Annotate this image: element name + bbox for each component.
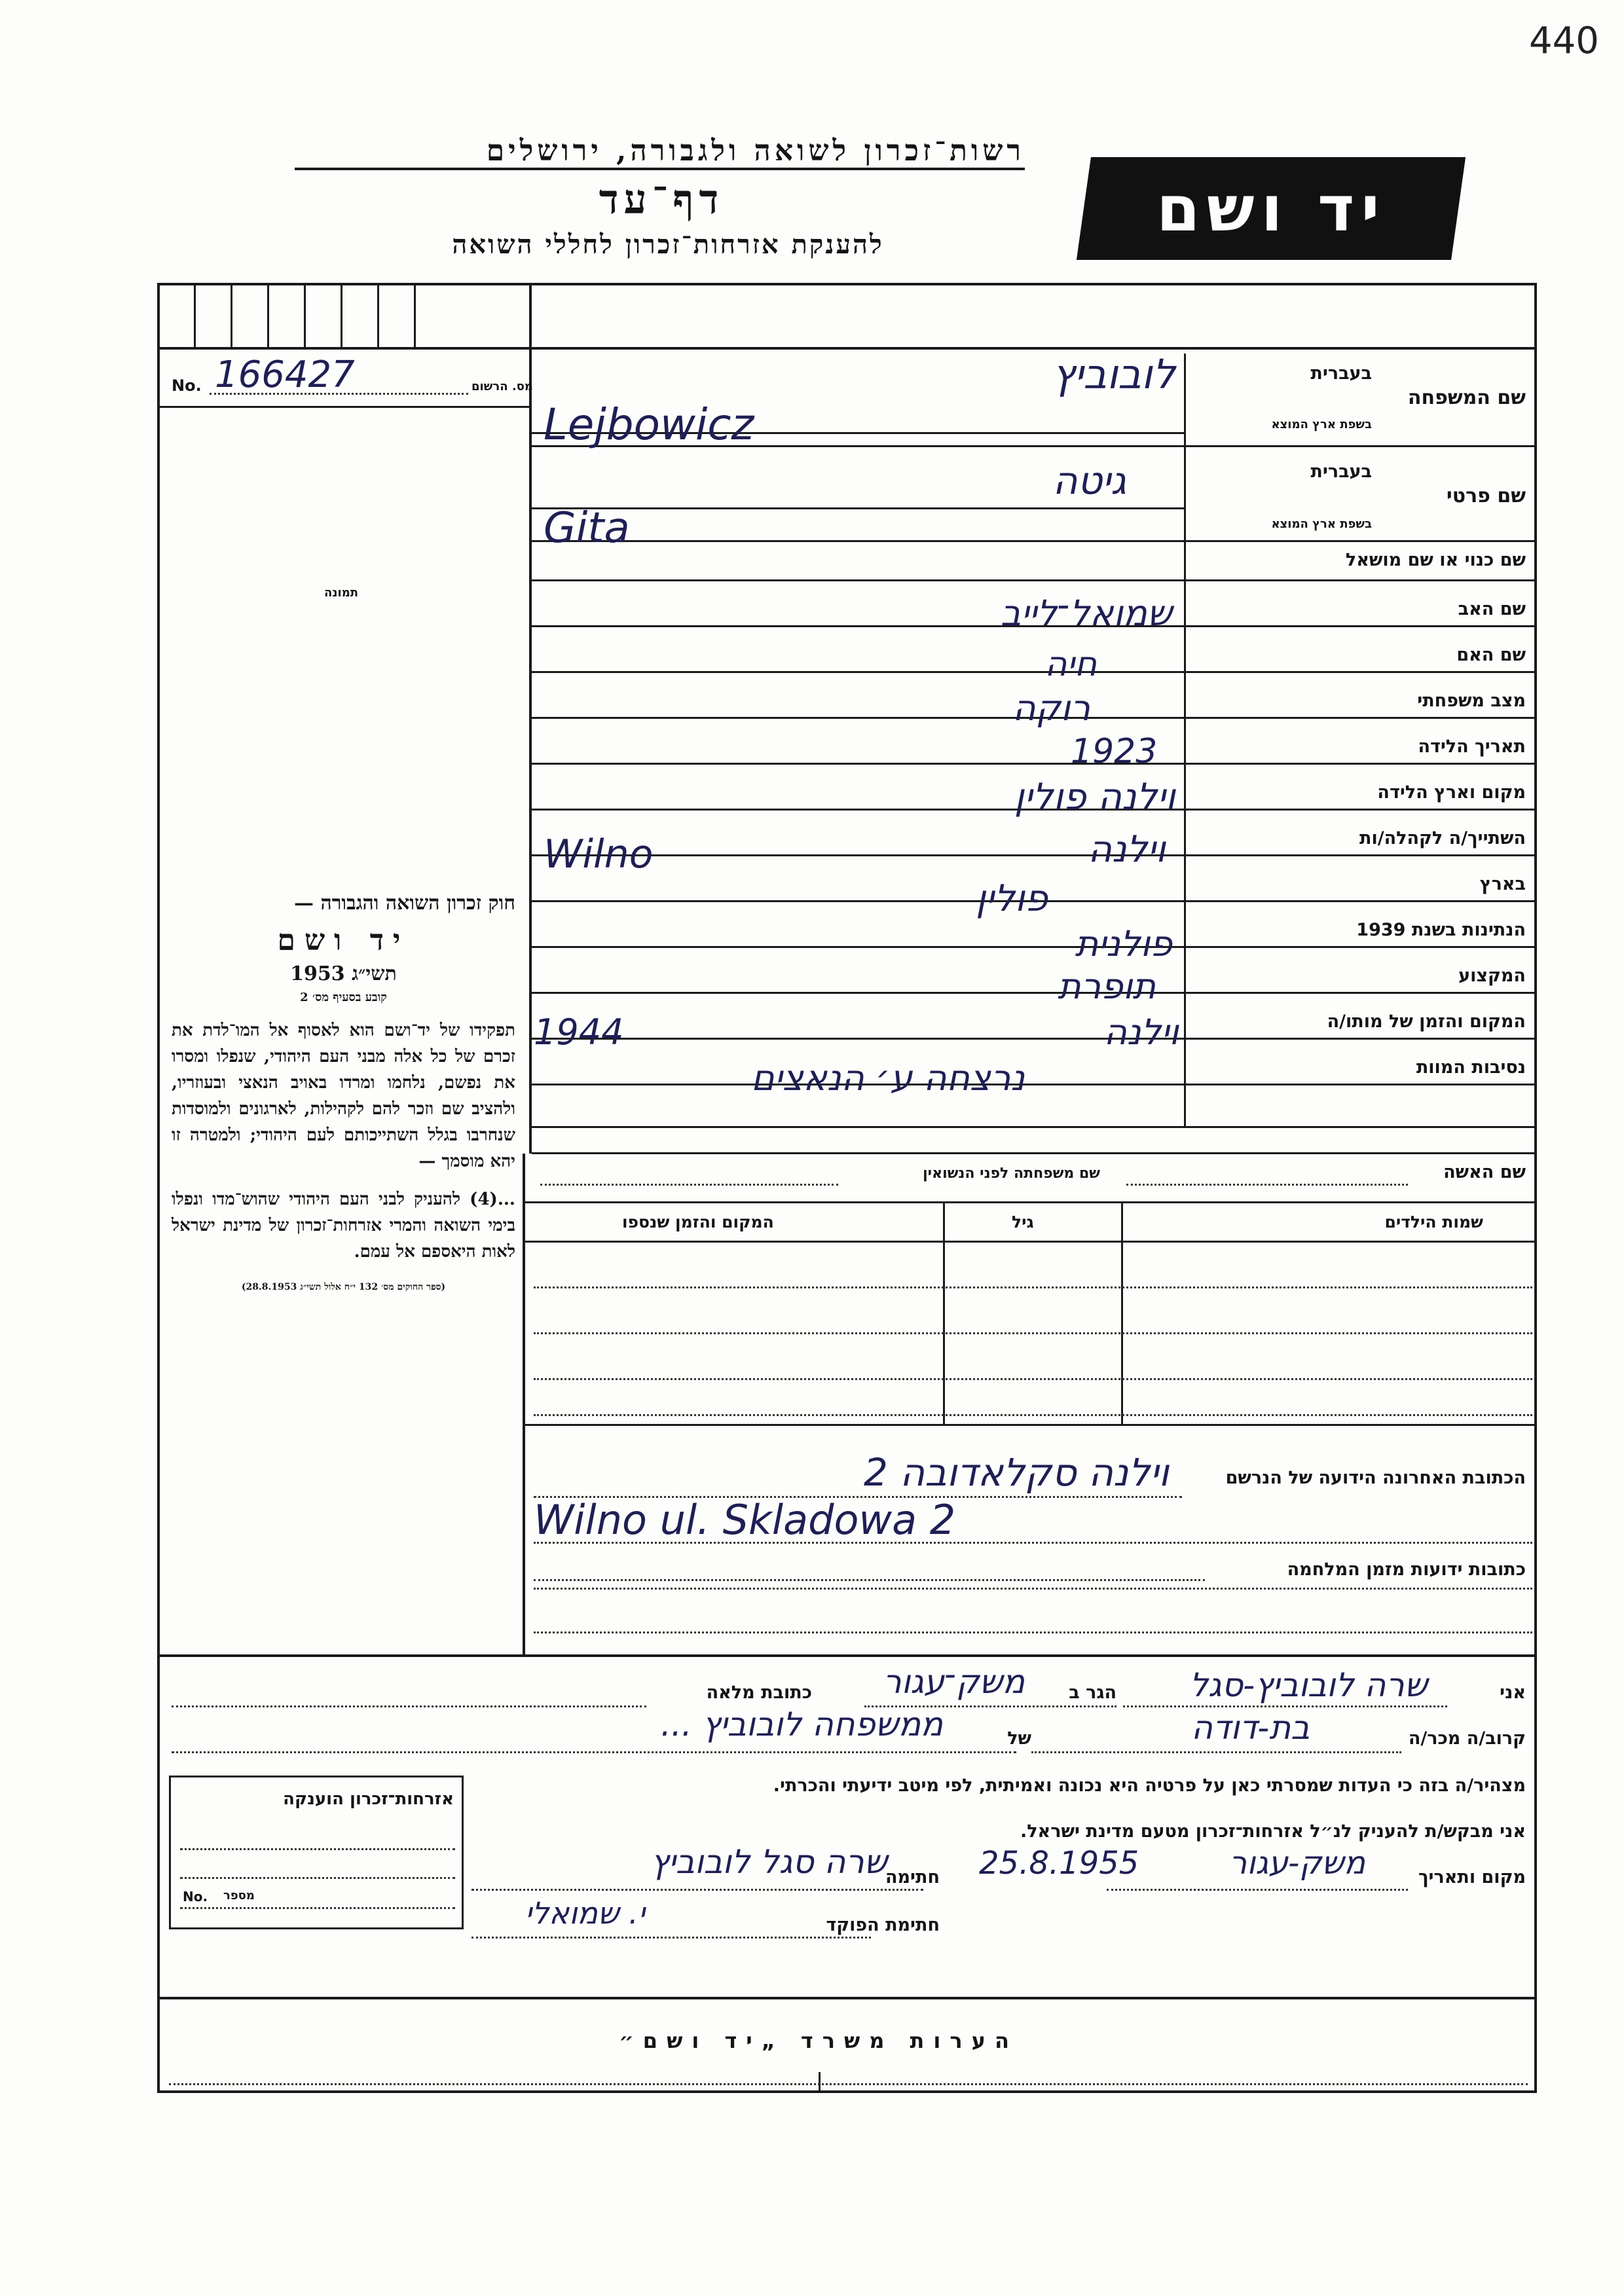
declaration-text: מצהיר/ה בזה כי העדות שמסרתי כאן על פרטיה היא נכונה ואמיתית, לפי מיטב ידיעתי והכרתי. [773,1776,1526,1796]
page-number: 440 [1529,20,1599,62]
certificate-box [169,1776,464,1929]
photo-label: תמונה [324,586,359,600]
last-address-latin[interactable]: Wilno ul. Skladowa 2 [534,1496,956,1544]
last-address-hebrew[interactable]: וילנה סקלאדובה 2 [863,1450,1169,1495]
birthplace-label: מקום וארץ הלידה [1377,782,1526,803]
wife-label: שם האשה [1443,1162,1526,1182]
law-clause: קובע בסעיף מס׳ 2 [300,991,387,1004]
death-circumstances-value[interactable]: נרצחה ע׳ הנאצים [750,1057,1025,1099]
country-value[interactable]: פולין [976,877,1048,920]
declarant-signature[interactable]: שרה סגל לובוביץ [650,1843,887,1881]
marital-value[interactable]: רוקה [1012,687,1090,729]
given-name-label: שם פרטי [1446,484,1526,507]
given-hebrew-value[interactable]: גיטה [1052,458,1126,503]
surname-hebrew-label: בעברית [1310,363,1372,384]
law-text-1: תפקידו של יד־ושם הוא לאסוף אל המו־לדת את זכרם של כל אלה מבני העם היהודי, שנפלו ומסרו את נפשם, נלחמו ומרדו באויב הנאצי ובעוזריו, ולהציב שם וזכר להם לקהילות, לארגונים ולמוסדות שנחרבו בגלל השתייכותם לעם היהודי; ולמטרה זו יהא מוסמך — [172,1021,515,1171]
surname-hebrew-value[interactable]: לובוביץ [1052,350,1175,398]
father-label: שם האב [1458,599,1526,619]
full-address-label: כתובת מלאה [706,1683,812,1703]
relation-of-value[interactable]: ממשפחה לובוביץ ... [660,1705,943,1743]
yad-vashem-logo [1077,157,1466,260]
logo-text: יד ושם [1156,172,1386,246]
place-date-label: מקום ותאריך [1418,1867,1526,1887]
law-title: חוק זכרון השואה והגבורה — [294,892,515,915]
birthdate-value[interactable]: 1923 [1071,732,1158,771]
birthplace-value[interactable]: וילנה פולין [1014,776,1175,818]
profession-value[interactable]: תופרת [1058,966,1156,1007]
death-place-label: המקום והזמן של מותו/ה [1327,1011,1526,1032]
signature-label: חתימה [885,1867,940,1887]
date-value[interactable]: 25.8.1955 [979,1845,1139,1882]
last-address-label: הכתובת האחרונה הידועה של הנרשם [1225,1468,1526,1488]
death-circumstances-label: נסיבות המוות [1416,1057,1526,1078]
certificate-no-prefix: No. [183,1889,208,1904]
surname-origin-label: בשפת ארץ המוצא [1271,418,1372,431]
community-label: השתייך/ה לקהלה/ות [1359,828,1526,848]
marital-label: מצב משפחתי [1417,691,1526,711]
office-notes-title: הערות משרד „יד ושם״ [619,2028,1018,2053]
mother-label: שם האם [1456,645,1526,665]
death-place-value[interactable]: וילנה [1103,1011,1179,1053]
community-hebrew-value[interactable]: וילנה [1088,828,1166,871]
authority-name: רשות־זכרון לשואה ולגבורה, ירושלים [295,134,1025,170]
request-text: אני מבקש/ת להעניק לנ״ל אזרחות־זכרון מטעם מדינת ישראל. [1020,1821,1526,1842]
declarant-i-label: אני [1500,1683,1526,1703]
profession-label: המקצוע [1458,966,1526,986]
declarant-residence[interactable]: משק־עגור [883,1663,1025,1701]
mother-value[interactable]: חיה [1044,645,1097,684]
law-year: תשי״ג 1953 [290,962,397,985]
relation-value[interactable]: בת-דודה [1191,1709,1310,1747]
wartime-address-label: כתובות ידועות מזמן המלחמה [1287,1559,1526,1580]
given-origin-value[interactable]: Gita [544,504,630,553]
registration-number[interactable]: 166427 [215,354,355,396]
certificate-number-label: מספר [223,1889,255,1903]
children-death-header: המקום והזמן שנספו [622,1212,774,1231]
place-value[interactable]: משק-עגור [1229,1845,1365,1882]
surname-origin-value[interactable]: Lejbowicz [544,399,754,450]
certificate-title: אזרחות־זכרון הוענקה [283,1789,454,1809]
given-hebrew-label: בעברית [1310,462,1372,482]
country-label: בארץ [1479,874,1526,894]
declarant-name[interactable]: שרה לובוביץ-סגל [1189,1666,1428,1704]
nickname-label: שם כנוי או שם מושאל [1345,550,1526,570]
father-value[interactable]: שמואל־לייב [1001,592,1172,634]
law-name: יד ושם [277,924,410,957]
of-label: של [1007,1728,1031,1749]
birthdate-label: תאריך הלידה [1418,737,1526,757]
given-origin-label: בשפת ארץ המוצא [1271,517,1372,531]
form-subtitle: להענקת אזרחות־זכרון לחללי השואה [452,229,884,260]
form-title: דף־עד [599,175,724,223]
law-block [172,892,515,1293]
citizenship-value[interactable]: פולנית [1075,923,1172,964]
wife-maiden-label: שם משפחתה לפני הנשואין [923,1165,1100,1182]
death-year-value[interactable]: 1944 [534,1011,624,1053]
children-age-header: גיל [1012,1212,1034,1231]
citizenship-label: הנתינות בשנת 1939 [1356,920,1526,940]
registration-no-prefix: No. [172,376,202,395]
law-source: (ספר החוקים מס׳ 132 י״ח אלול תשי״ג 28.8.1953) [241,1282,446,1292]
registration-label: מס. הרשום [471,380,533,393]
declarant-residing-label: הגר ב [1069,1683,1116,1703]
clerk-signature-label: חתימת הפוקד [826,1915,940,1935]
clerk-signature[interactable]: י. שמואלי [525,1895,645,1931]
relative-label: קרוב/ה מכר/ה [1408,1728,1526,1749]
community-latin-value[interactable]: Wilno [544,831,654,877]
surname-label: שם המשפחה [1407,386,1526,409]
children-names-header: שמות הילדים [1384,1212,1483,1231]
law-text-2: ...(4) להעניק לבני העם היהודי שהוש־מדו ונפלו בימי השואה והמרי אזרחות־זכרון של מדינת ישראל לאות היאספם אל עמם. [172,1190,515,1262]
